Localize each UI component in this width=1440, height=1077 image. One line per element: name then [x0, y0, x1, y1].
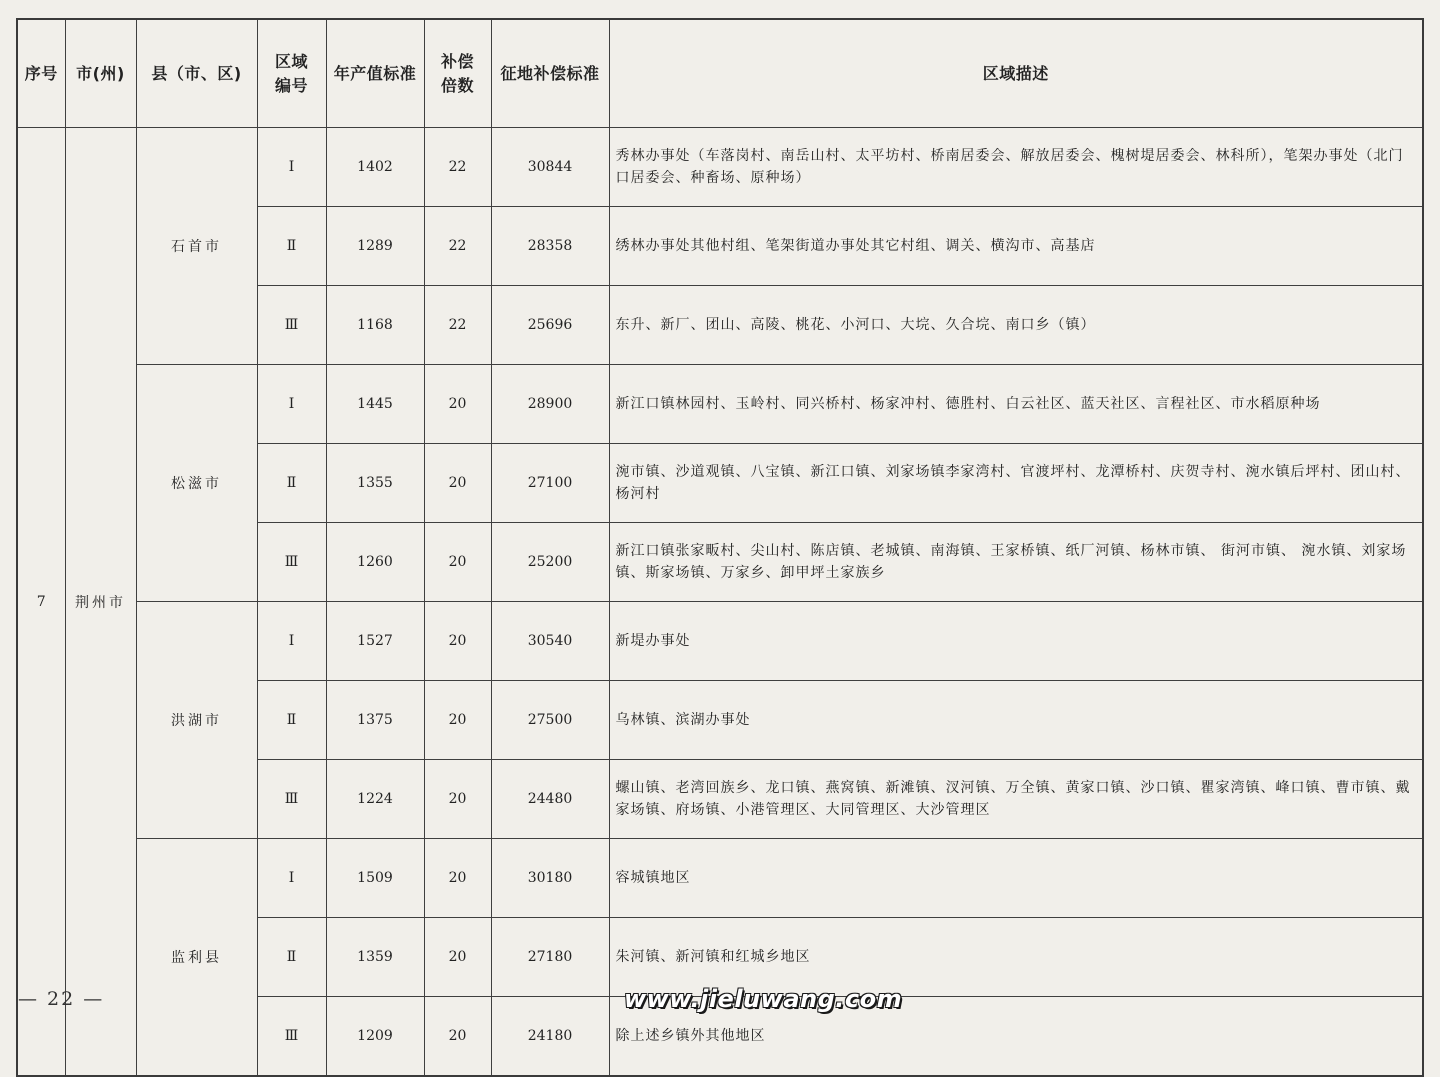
county-cell: 监利县 [136, 839, 257, 1077]
multiplier-cell: 22 [424, 286, 491, 365]
description-cell: 容城镇地区 [609, 839, 1423, 918]
header-multiplier-line1: 补偿 [440, 51, 474, 71]
table-row [17, 365, 1423, 444]
description-cell: 新堤办事处 [609, 602, 1423, 681]
zone-cell: Ⅰ [257, 602, 326, 681]
header-annual-output: 年产值标准 [326, 19, 424, 128]
multiplier-cell: 20 [424, 602, 491, 681]
output-cell: 1168 [326, 286, 424, 365]
output-cell: 1289 [326, 207, 424, 286]
multiplier-cell: 20 [424, 681, 491, 760]
compensation-cell: 27180 [491, 918, 609, 997]
multiplier-cell: 20 [424, 444, 491, 523]
zone-cell: Ⅰ [257, 365, 326, 444]
zone-cell: Ⅱ [257, 444, 326, 523]
multiplier-cell: 20 [424, 918, 491, 997]
header-zone-line1: 区域 [274, 51, 308, 71]
multiplier-cell: 20 [424, 997, 491, 1077]
output-cell: 1224 [326, 760, 424, 839]
compensation-cell: 28358 [491, 207, 609, 286]
header-multiplier [424, 19, 491, 128]
table-row [17, 128, 1423, 207]
seq-cell: 7 [17, 128, 65, 1077]
zone-cell: Ⅱ [257, 918, 326, 997]
header-zone-line2: 编号 [274, 75, 308, 95]
table-header-row [17, 19, 1423, 128]
compensation-cell: 30844 [491, 128, 609, 207]
zone-cell: Ⅰ [257, 839, 326, 918]
output-cell: 1209 [326, 997, 424, 1077]
compensation-cell: 25200 [491, 523, 609, 602]
zone-cell: Ⅲ [257, 760, 326, 839]
prefecture-cell: 荆州市 [65, 128, 136, 1077]
output-cell: 1445 [326, 365, 424, 444]
compensation-cell: 28900 [491, 365, 609, 444]
compensation-cell: 27100 [491, 444, 609, 523]
output-cell: 1509 [326, 839, 424, 918]
county-cell: 石首市 [136, 128, 257, 365]
multiplier-cell: 22 [424, 207, 491, 286]
table-row [17, 839, 1423, 918]
multiplier-cell: 20 [424, 365, 491, 444]
compensation-cell: 30180 [491, 839, 609, 918]
description-cell: 东升、新厂、团山、高陵、桃花、小河口、大垸、久合垸、南口乡（镇） [609, 286, 1423, 365]
compensation-cell: 24180 [491, 997, 609, 1077]
output-cell: 1375 [326, 681, 424, 760]
zone-cell: Ⅲ [257, 997, 326, 1077]
table-row [17, 602, 1423, 681]
zone-cell: Ⅲ [257, 286, 326, 365]
zone-cell: Ⅱ [257, 207, 326, 286]
site-watermark: www.jieluwang.com [624, 985, 903, 1013]
description-cell: 乌林镇、滨湖办事处 [609, 681, 1423, 760]
page-number: — 22 — [18, 988, 105, 1010]
description-cell: 螺山镇、老湾回族乡、龙口镇、燕窝镇、新滩镇、汊河镇、万全镇、黄家口镇、沙口镇、瞿家湾镇、峰口镇、曹市镇、戴家场镇、府场镇、小港管理区、大同管理区、大沙管理区 [609, 760, 1423, 839]
output-cell: 1402 [326, 128, 424, 207]
land-compensation-table [16, 18, 1424, 1077]
multiplier-cell: 20 [424, 523, 491, 602]
compensation-cell: 30540 [491, 602, 609, 681]
description-cell: 绣林办事处其他村组、笔架街道办事处其它村组、调关、横沟市、高基店 [609, 207, 1423, 286]
multiplier-cell: 20 [424, 839, 491, 918]
header-compensation: 征地补偿标准 [491, 19, 609, 128]
zone-cell: Ⅲ [257, 523, 326, 602]
county-cell: 松滋市 [136, 365, 257, 602]
description-cell: 新江口镇林园村、玉岭村、同兴桥村、杨家冲村、德胜村、白云社区、蓝天社区、言程社区、市水稻原种场 [609, 365, 1423, 444]
header-prefecture: 市(州) [65, 19, 136, 128]
description-cell: 除上述乡镇外其他地区 [609, 997, 1423, 1077]
zone-cell: Ⅱ [257, 681, 326, 760]
header-multiplier-line2: 倍数 [440, 75, 474, 95]
header-zone [257, 19, 326, 128]
description-cell: 涴市镇、沙道观镇、八宝镇、新江口镇、刘家场镇李家湾村、官渡坪村、龙潭桥村、庆贺寺村、涴水镇后坪村、团山村、杨河村 [609, 444, 1423, 523]
compensation-cell: 27500 [491, 681, 609, 760]
compensation-cell: 24480 [491, 760, 609, 839]
description-cell: 朱河镇、新河镇和红城乡地区 [609, 918, 1423, 997]
compensation-cell: 25696 [491, 286, 609, 365]
county-cell: 洪湖市 [136, 602, 257, 839]
zone-cell: Ⅰ [257, 128, 326, 207]
header-county: 县（市、区) [136, 19, 257, 128]
multiplier-cell: 22 [424, 128, 491, 207]
multiplier-cell: 20 [424, 760, 491, 839]
description-cell: 新江口镇张家畈村、尖山村、陈店镇、老城镇、南海镇、王家桥镇、纸厂河镇、杨林市镇、 街河市镇、 涴水镇、刘家场镇、斯家场镇、万家乡、卸甲坪土家族乡 [609, 523, 1423, 602]
output-cell: 1527 [326, 602, 424, 681]
output-cell: 1359 [326, 918, 424, 997]
header-description: 区域描述 [609, 19, 1423, 128]
header-seq: 序号 [17, 19, 65, 128]
output-cell: 1355 [326, 444, 424, 523]
description-cell: 秀林办事处（车落岗村、南岳山村、太平坊村、桥南居委会、解放居委会、槐树堤居委会、林科所），笔架办事处（北门口居委会、种畜场、原种场） [609, 128, 1423, 207]
output-cell: 1260 [326, 523, 424, 602]
